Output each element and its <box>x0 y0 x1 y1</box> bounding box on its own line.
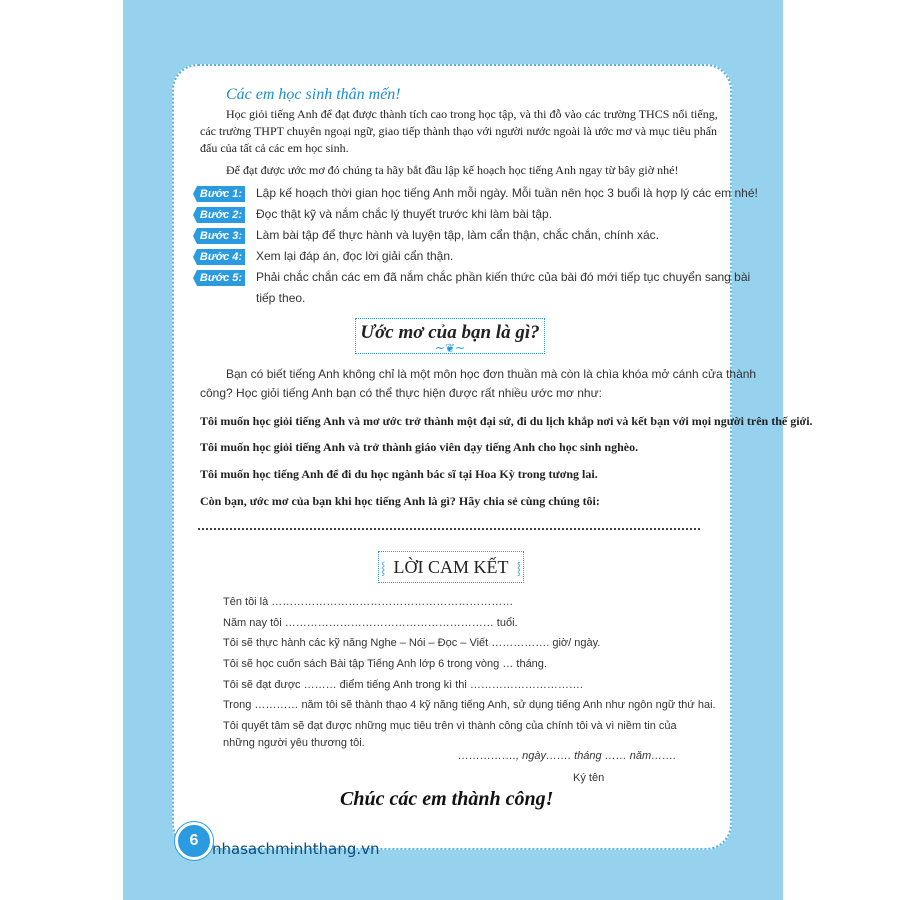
dream-item: Tôi muốn học giỏi tiếng Anh và mơ ước trở thành một đại sứ, đi du lịch khắp nơi và kết bạn với mọi người trên thế giới. <box>200 414 813 428</box>
step-badge: Bước 4: <box>197 249 245 265</box>
pledge-heading: LỜI CAM KẾT <box>393 557 509 577</box>
step-text: Xem lại đáp án, đọc lời giải cẩn thận. <box>256 249 454 263</box>
intro-line: đấu của tất cả các em học sinh. <box>200 141 349 155</box>
ornament-icon: ⸾ <box>516 561 521 575</box>
greeting: Các em học sinh thân mến! <box>226 86 401 103</box>
pledge-line: Trong ………… năm tôi sẽ thành thạo 4 kỹ năng tiếng Anh, sử dụng tiếng Anh như ngôn ngữ thứ hai. <box>223 699 716 711</box>
ornament-icon: ⸾ <box>381 561 386 575</box>
step-text: Làm bài tập để thực hành và luyện tập, làm cẩn thận, chắc chắn, chính xác. <box>256 228 659 242</box>
step-badge: Bước 3: <box>197 228 245 244</box>
dream-prompt: Còn bạn, ước mơ của bạn khi học tiếng Anh là gì? Hãy chia sẻ cùng chúng tôi: <box>200 494 600 508</box>
step-text-continued: tiếp theo. <box>256 291 306 305</box>
intro-line: các trường THPT chuyên ngoại ngữ, giao tiếp thành thạo với người nước ngoài là ước mơ và mục tiêu phấn <box>200 124 718 138</box>
answer-line <box>198 528 700 530</box>
pledge-line: Tôi quyết tâm sẽ đạt được những mục tiêu trên vì thành công của chính tôi và vì niềm tin của <box>223 720 677 732</box>
dream-heading-box <box>355 318 545 354</box>
pledge-line: Tôi sẽ thực hành các kỹ năng Nghe – Nói – Đọc – Viết ……………. giờ/ ngày. <box>223 637 601 649</box>
website: nhasachminhthang.vn <box>212 840 380 858</box>
signature-label: Ký tên <box>573 772 605 784</box>
pledge-line: Năm nay tôi ………………………………………………… tuổi. <box>223 617 518 629</box>
pledge-line: Tôi sẽ học cuốn sách Bài tập Tiếng Anh lớp 6 trong vòng … tháng. <box>223 658 547 670</box>
pledge-heading-box <box>378 551 524 583</box>
pledge-line: Tên tôi là ………………………………………………………… <box>223 596 514 608</box>
dream-item: Tôi muốn học giỏi tiếng Anh và trở thành giáo viên dạy tiếng Anh cho học sinh nghèo. <box>200 440 639 454</box>
step-text: Đọc thật kỹ và nắm chắc lý thuyết trước khi làm bài tập. <box>256 207 553 221</box>
page-number: 6 <box>175 822 213 860</box>
step-badge: Bước 1: <box>197 186 245 202</box>
dream-intro-line: Bạn có biết tiếng Anh không chỉ là một môn học đơn thuần mà còn là chìa khóa mở cánh cửa thành <box>226 367 757 381</box>
step-text: Phải chắc chắn các em đã nắm chắc phần kiến thức của bài đó mới tiếp tục chuyển sang bài <box>256 270 751 284</box>
content-card <box>172 64 732 850</box>
intro-line: Học giỏi tiếng Anh để đạt được thành tích cao trong học tập, và thi đỗ vào các trường THCS nổi tiếng, <box>226 107 718 121</box>
plan-line: Để đạt được ước mơ đó chúng ta hãy bắt đầu lập kế hoạch học tiếng Anh ngay từ bây giờ nhé! <box>226 163 679 177</box>
dream-heading: Ước mơ của bạn là gì? <box>360 322 540 343</box>
pledge-line: những người yêu thương tôi. <box>223 737 365 749</box>
dream-item: Tôi muốn học tiếng Anh để đi du học ngành bác sĩ tại Hoa Kỳ trong tương lai. <box>200 467 598 481</box>
step-text: Lập kế hoạch thời gian học tiếng Anh mỗi ngày. Mỗi tuần nên học 3 buổi là hợp lý các em nhé! <box>256 186 758 200</box>
closing-message: Chúc các em thành công! <box>340 788 554 810</box>
ornament-icon: ~❦~ <box>434 341 466 355</box>
pledge-line: Tôi sẽ đạt được ……… điểm tiếng Anh trong kì thi …………………………. <box>223 679 583 691</box>
date-line: ……………., ngày……. tháng …… năm……. <box>458 750 677 762</box>
dream-intro-line: công? Học giỏi tiếng Anh bạn có thể thực hiện được rất nhiều ước mơ như: <box>200 386 602 400</box>
step-badge: Bước 2: <box>197 207 245 223</box>
step-badge: Bước 5: <box>197 270 245 286</box>
